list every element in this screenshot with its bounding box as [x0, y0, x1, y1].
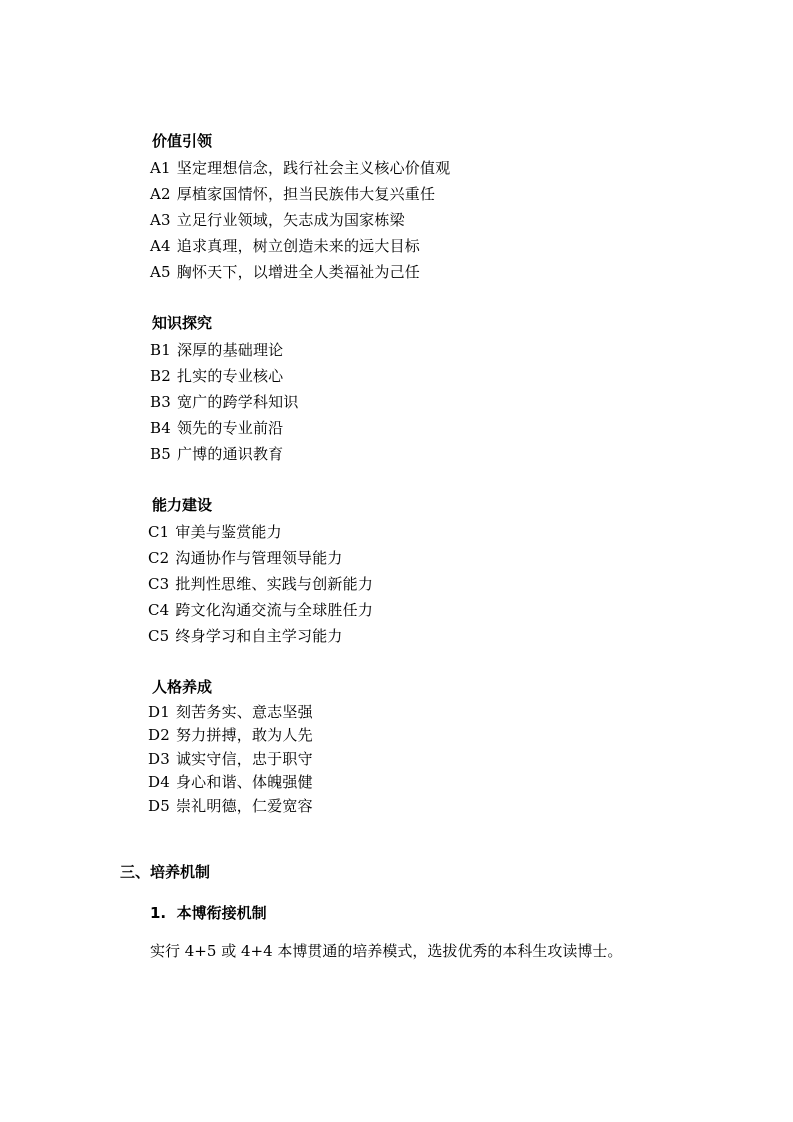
item-text: 审美与鉴赏能力 [175, 523, 282, 541]
item-code: B4 [150, 419, 171, 437]
item-code: B5 [150, 445, 171, 463]
item-text: 领先的专业前沿 [176, 419, 284, 437]
item-code: A1 [150, 159, 171, 177]
list-item [148, 573, 373, 594]
list-item [150, 443, 283, 464]
section-title-knowledge-inquiry: 知识探究 [152, 314, 213, 332]
item-text: 广博的通识教育 [176, 445, 284, 463]
item-code: D1 [148, 703, 170, 721]
item-code: C5 [148, 627, 170, 645]
item-code: D2 [148, 726, 170, 744]
paragraph: 实行 4+5 或 4+4 本博贯通的培养模式，选拔优秀的本科生攻读博士。 [150, 942, 623, 960]
item-code: C4 [148, 601, 170, 619]
item-code: C2 [148, 549, 170, 567]
item-text: 跨文化沟通交流与全球胜任力 [175, 601, 374, 619]
item-text: 批判性思维、实践与创新能力 [175, 575, 374, 593]
list-item [150, 235, 420, 256]
item-text: 追求真理，树立创造未来的远大目标 [176, 237, 420, 255]
section-title-value-guidance: 价值引领 [152, 132, 213, 150]
item-text: 厚植家国情怀，担当民族伟大复兴重任 [176, 185, 436, 203]
item-text: 沟通协作与管理领导能力 [175, 549, 343, 567]
list-item [150, 209, 405, 230]
list-item [150, 365, 283, 386]
section-title-capability-building: 能力建设 [152, 496, 213, 514]
list-item [148, 625, 343, 646]
item-text: 终身学习和自主学习能力 [175, 627, 343, 645]
list-item [148, 795, 313, 816]
list-item [148, 547, 343, 568]
section-title-character-building: 人格养成 [152, 678, 213, 696]
item-text: 诚实守信，忠于职守 [175, 750, 313, 768]
list-item [148, 771, 313, 792]
item-code: B1 [150, 341, 171, 359]
list-item [150, 417, 283, 438]
list-item [148, 701, 313, 722]
item-text: 扎实的专业核心 [176, 367, 284, 385]
list-item [150, 391, 299, 412]
list-item [148, 724, 313, 745]
item-code: A5 [150, 263, 171, 281]
item-text: 努力拼搏，敢为人先 [175, 726, 313, 744]
list-item [150, 261, 420, 282]
list-item [150, 339, 283, 360]
item-code: D3 [148, 750, 170, 768]
item-code: D4 [148, 773, 170, 791]
item-text: 身心和谐、体魄强健 [175, 773, 313, 791]
item-code: C3 [148, 575, 170, 593]
list-item [148, 748, 313, 769]
list-item [148, 521, 282, 542]
list-item [150, 157, 450, 178]
item-code: B2 [150, 367, 171, 385]
item-code: B3 [150, 393, 171, 411]
item-text: 宽广的跨学科知识 [176, 393, 299, 411]
item-text: 深厚的基础理论 [176, 341, 284, 359]
item-text: 崇礼明德，仁爱宽容 [175, 797, 313, 815]
item-text: 胸怀天下，以增进全人类福祉为己任 [176, 263, 420, 281]
item-code: A3 [150, 211, 171, 229]
subsection-title: 1. 本博衔接机制 [150, 904, 267, 922]
item-code: D5 [148, 797, 170, 815]
item-code: A2 [150, 185, 171, 203]
item-text: 刻苦务实、意志坚强 [175, 703, 313, 721]
item-text: 立足行业领域，矢志成为国家栋梁 [176, 211, 405, 229]
item-text: 坚定理想信念，践行社会主义核心价值观 [176, 159, 451, 177]
chapter-title: 三、培养机制 [120, 863, 211, 881]
list-item [148, 599, 373, 620]
item-code: A4 [150, 237, 171, 255]
item-code: C1 [148, 523, 170, 541]
list-item [150, 183, 435, 204]
